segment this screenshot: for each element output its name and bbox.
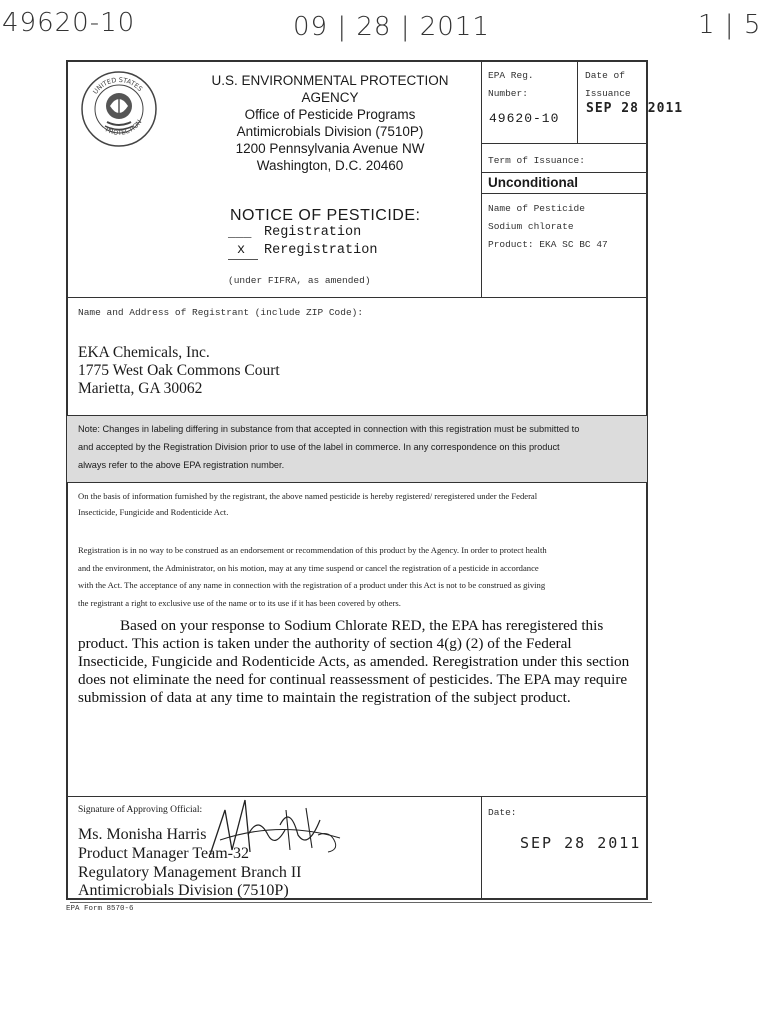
registration-checkbox-mark: ___ [228,225,252,240]
product-name-label: Name of Pesticide [488,203,585,214]
date-issuance-label-2: Issuance [585,88,631,99]
body-para-3-line-4: does not eliminate the need for continual reassessment of pesticides. The EPA may require [78,671,628,688]
body-para-1-line-1: On the basis of information furnished by the registrant, the above named pesticide is hereby registered/ reregistered under the Federal [78,491,538,501]
registrant-label: Name and Address of Registrant (include ZIP Code): [78,307,364,318]
reg-date-divider [577,61,578,143]
reregistration-option: Reregistration [264,243,378,258]
note-bottom-rule [67,482,647,483]
epa-reg-number: 49620-10 [489,111,560,126]
body-para-3-line-3: Insecticide, Fungicide and Rodenticide Acts, as amended. Reregistration under this section [78,653,630,670]
date-issuance-stamp: SEP 28 2011 [586,101,684,116]
body-para-1 [78,488,537,520]
registration-option: Registration [264,225,362,240]
agency-line-5: 1200 Pennsylvania Avenue NW [235,141,425,156]
body-para-1-line-2: Insecticide, Fungicide and Rodenticide Act. [78,507,229,517]
form-number: EPA Form 8570-6 [66,905,134,913]
body-para-2-line-2: and the environment, the Administrator, on his motion, may at any time suspend or cancel the registration of a pesticide in accordance [78,562,539,573]
body-para-2 [78,542,547,612]
fifra-note: (under FIFRA, as amended) [228,275,371,286]
registrant-street: 1775 West Oak Commons Court [78,362,280,379]
registrant-name: EKA Chemicals, Inc. [78,344,210,361]
date-issuance-label-1: Date of [585,70,625,81]
term-label: Term of Issuance: [488,155,585,166]
term-value-bottom [481,193,647,194]
signature-date-label: Date: [488,807,517,818]
epa-reg-label-2: Number: [488,88,528,99]
term-value: Unconditional [488,175,578,190]
epa-seal-icon [80,70,158,148]
reregistration-checkbox-line [228,259,258,260]
handwritten-reg-number: 49620-10 [2,8,136,38]
signatory-title-3: Antimicrobials Division (7510P) [78,882,289,899]
note-text-2: and accepted by the Registration Division prior to use of the label in commerce. In any correspondence on this product [78,442,560,452]
term-label-bottom [481,172,647,173]
agency-line-6: Washington, D.C. 20460 [256,158,404,173]
svg-text:PROTECTION [104,118,143,137]
epa-reg-label-1: EPA Reg. [488,70,534,81]
body-para-3-line-1: Based on your response to Sodium Chlorate RED, the EPA has reregistered this [120,617,604,634]
body-para-2-line-1: Registration is in no way to be construed as an endorsement or recommendation of this product by the Agency. In order to protect health [78,545,547,555]
signatory-title-2: Regulatory Management Branch II [78,864,302,881]
seal-bottom-text: PROTECTION [104,118,144,137]
reg-box-bottom [481,143,647,144]
body-para-2-line-3: with the Act. The acceptance of any name in connection with the registration of a product under this Act is not to be construed as giving [78,580,546,590]
body-para-3-line-2: product. This action is taken under the authority of section 4(g) (2) of the Federal [78,635,572,652]
body-para-3-line-5: submission of data at any time to maintain the registration of the subject product. [78,689,571,706]
handwritten-page: 1 | 5 [698,10,762,40]
agency-line-3: Office of Pesticide Programs [244,107,416,122]
agency-header [190,72,470,174]
signature-date-stamp: SEP 28 2011 [520,834,642,852]
agency-line-2: AGENCY [301,90,359,105]
agency-line-4: Antimicrobials Division (7510P) [236,124,424,139]
body-para-3 [78,617,629,707]
notice-title: NOTICE OF PESTICIDE: [230,207,421,224]
registrant-city: Marietta, GA 30062 [78,380,203,397]
product-name-value-2: Product: EKA SC BC 47 [488,239,608,250]
agency-line-1: U.S. ENVIRONMENTAL PROTECTION [211,73,449,88]
product-name-value-1: Sodium chlorate [488,221,574,232]
signature-top-rule [67,796,647,797]
handwritten-date: 09 | 28 | 2011 [293,12,490,42]
signatory-name: Ms. Monisha Harris [78,826,207,843]
header-bottom [67,297,647,298]
seal-top-text: UNITED STATES [91,75,145,96]
signature-label: Signature of Approving Official: [78,805,203,815]
epa-seal [80,70,158,148]
signature-date-divider [481,796,482,899]
form-frame-shadow [70,902,652,903]
signatory-title-1: Product Manager Team-32 [78,845,249,862]
body-para-2-line-4: the registrant a right to exclusive use of the name or to its use if it has been covered by others. [78,597,401,608]
handwritten-signature [190,780,350,880]
right-column-divider [481,61,482,298]
note-text-1: Note: Changes in labeling differing in substance from that accepted in connection with this registration must be submitted to [78,424,580,434]
note-text-3: always refer to the above EPA registration number. [78,460,285,470]
reregistration-checkbox-mark: x [237,243,246,258]
